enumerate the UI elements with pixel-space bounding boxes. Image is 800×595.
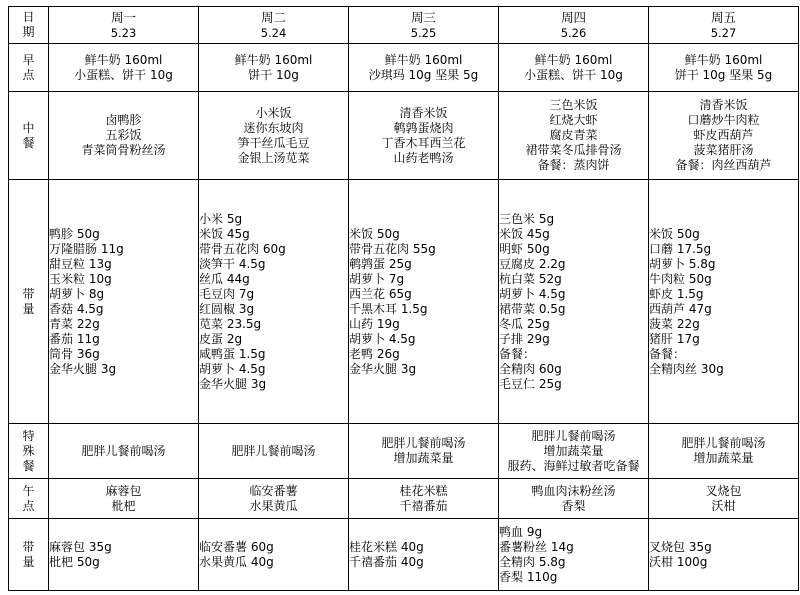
row-label-snack: 午 点: [9, 479, 49, 519]
row-date: [9, 7, 799, 44]
cell-line: 沃柑 100g: [649, 554, 708, 569]
row-snack: [9, 479, 799, 519]
special-cell: [349, 424, 499, 479]
cell-line: 香梨 110g: [499, 569, 558, 584]
cell-line: 带骨五花肉 55g: [349, 241, 436, 256]
day-header: 周一 5.23: [49, 7, 199, 44]
cell-line: 牛肉粒 50g: [649, 271, 712, 286]
cell-line: 口蘑 17.5g: [649, 241, 712, 256]
cell-line: 杭白菜 52g: [499, 271, 562, 286]
cell-line: 桂花米糕 40g: [349, 539, 424, 554]
cell-line: 番薯粉丝 14g: [499, 539, 574, 554]
cell-line: 胡萝卜 5.8g: [649, 256, 716, 271]
snack-cell: [199, 479, 349, 519]
cell-line: 肥胖儿餐前喝汤: [531, 428, 616, 443]
lunch-cell: [499, 92, 649, 180]
cell-line: 菠菜猪肝汤: [693, 143, 754, 157]
cell-line: 肥胖儿餐前喝汤: [681, 436, 766, 450]
special-cell: [499, 424, 649, 479]
cell-line: 明虾 50g: [499, 241, 550, 256]
cell-line: 青菜 22g: [49, 316, 100, 331]
cell-line: 豆腐皮 2.2g: [499, 256, 566, 271]
lunch-quantity-cell: [649, 180, 799, 424]
cell-line: 鸭胗 50g: [49, 226, 100, 241]
row-snack-quantity: [9, 519, 799, 591]
cell-line: 红圆椒 3g: [199, 301, 255, 316]
cell-line: 丝瓜 44g: [199, 271, 250, 286]
cell-line: 腐皮青菜: [549, 128, 598, 142]
cell-line: 口蘑炒牛肉粒: [687, 113, 760, 127]
snack-cell: [49, 479, 199, 519]
row-label-breakfast: 早 点: [9, 44, 49, 92]
cell-line: 麻蓉包 35g: [49, 539, 112, 554]
day-header: 周四 5.26: [499, 7, 649, 44]
cell-line: 苋菜 23.5g: [199, 316, 262, 331]
cell-line: 虾皮西葫芦: [693, 128, 754, 142]
cell-line: 香菇 4.5g: [49, 301, 104, 316]
row-label-lunch-quantity: 带 量: [9, 180, 49, 424]
lunch-quantity-cell: [199, 180, 349, 424]
snack-quantity-cell: [649, 519, 799, 591]
special-cell: [199, 424, 349, 479]
cell-line: 肥胖儿餐前喝汤: [81, 443, 166, 458]
cell-line: 千禧番茄: [399, 498, 448, 513]
cell-line: 备餐：肉丝西葫芦: [675, 158, 772, 172]
cell-line: 清香米饭: [699, 98, 748, 112]
cell-line: 笋干丝瓜毛豆: [237, 135, 310, 150]
cell-line: 金华火腿 3g: [199, 376, 267, 391]
weekly-menu-table: [8, 6, 799, 591]
snack-cell: [349, 479, 499, 519]
cell-line: 饼干 10g: [248, 67, 299, 82]
snack-cell: [649, 479, 799, 519]
cell-line: 米饭 50g: [649, 226, 700, 241]
breakfast-cell: [199, 44, 349, 92]
cell-line: 淡笋干 4.5g: [199, 256, 266, 271]
row-label-snack-quantity: 带 量: [9, 519, 49, 591]
cell-line: 金银上汤苋菜: [237, 150, 310, 165]
cell-line: 鸭血肉沫粉丝汤: [531, 483, 616, 498]
cell-line: 万隆腊肠 11g: [49, 241, 124, 256]
cell-line: 甜豆粒 13g: [49, 256, 112, 271]
cell-line: 鲜牛奶 160ml: [234, 52, 313, 67]
cell-line: 桂花米糕: [399, 483, 448, 498]
cell-line: 鲜牛奶 160ml: [684, 52, 763, 67]
cell-line: 鲜牛奶 160ml: [84, 52, 163, 67]
cell-line: 小米饭: [255, 105, 292, 120]
cell-line: 虾皮 1.5g: [649, 286, 704, 301]
cell-line: 清香米饭: [399, 105, 448, 120]
lunch-quantity-cell: [349, 180, 499, 424]
row-label-lunch: 中 餐: [9, 92, 49, 180]
snack-cell: [499, 479, 649, 519]
snack-quantity-cell: [499, 519, 649, 591]
cell-line: 西兰花 65g: [349, 286, 412, 301]
cell-line: 筒骨 36g: [49, 346, 100, 361]
cell-line: 皮蛋 2g: [199, 331, 243, 346]
cell-line: 水果黄瓜: [249, 498, 298, 513]
cell-line: 山药 19g: [349, 316, 400, 331]
lunch-quantity-cell: [49, 180, 199, 424]
special-cell: [49, 424, 199, 479]
cell-line: 米饭 45g: [499, 226, 550, 241]
cell-line: 西葫芦 47g: [649, 301, 712, 316]
cell-line: 沃柑: [711, 498, 736, 513]
cell-line: 米饭 45g: [199, 226, 250, 241]
cell-line: 小米 5g: [199, 211, 243, 226]
cell-line: 枇杷 50g: [49, 554, 100, 569]
cell-line: 临安番薯: [249, 483, 298, 498]
cell-line: 裙带菜 0.5g: [499, 301, 566, 316]
day-header: 周三 5.25: [349, 7, 499, 44]
breakfast-cell: [49, 44, 199, 92]
cell-line: 迷你东坡肉: [243, 120, 304, 135]
cell-line: 胡萝卜 4.5g: [499, 286, 566, 301]
cell-line: 叉烧包: [705, 483, 742, 498]
row-lunch: [9, 92, 799, 180]
cell-line: 水果黄瓜 40g: [199, 554, 274, 569]
cell-line: 三色米 5g: [499, 211, 555, 226]
cell-line: 肥胖儿餐前喝汤: [231, 443, 316, 458]
cell-line: 增加蔬菜量: [393, 451, 454, 465]
cell-line: 金华火腿 3g: [49, 361, 117, 376]
cell-line: 毛豆仁 25g: [499, 376, 562, 391]
cell-line: 菠菜 22g: [649, 316, 700, 331]
cell-line: 毛豆肉 7g: [199, 286, 255, 301]
cell-line: 增加蔬菜量: [543, 443, 604, 458]
breakfast-cell: [649, 44, 799, 92]
snack-quantity-cell: [349, 519, 499, 591]
cell-line: 饼干 10g 坚果 5g: [674, 67, 773, 82]
cell-line: 备餐：: [499, 346, 536, 361]
cell-line: 带骨五花肉 60g: [199, 241, 286, 256]
special-cell: [649, 424, 799, 479]
cell-line: 全精肉丝 30g: [649, 361, 724, 376]
cell-line: 卤鸭胗: [105, 113, 142, 127]
row-breakfast: [9, 44, 799, 92]
cell-line: 沙琪玛 10g 坚果 5g: [368, 67, 479, 82]
row-special-meal: [9, 424, 799, 479]
cell-line: 千黑木耳 1.5g: [349, 301, 428, 316]
cell-line: 小蛋糕、饼干 10g: [524, 67, 623, 82]
lunch-cell: [349, 92, 499, 180]
cell-line: 裙带菜冬瓜排骨汤: [525, 143, 622, 157]
cell-line: 备餐：蒸肉饼: [537, 158, 610, 172]
cell-line: 青菜筒骨粉丝汤: [81, 143, 166, 157]
breakfast-cell: [349, 44, 499, 92]
cell-line: 千禧番茄 40g: [349, 554, 424, 569]
lunch-quantity-cell: [499, 180, 649, 424]
cell-line: 肥胖儿餐前喝汤: [381, 436, 466, 450]
cell-line: 三色米饭: [549, 98, 598, 112]
row-label-special: 特 殊 餐: [9, 424, 49, 479]
cell-line: 麻蓉包: [105, 483, 142, 498]
cell-line: 叉烧包 35g: [649, 539, 712, 554]
cell-line: 山药老鸭汤: [393, 150, 454, 165]
cell-line: 全精肉 60g: [499, 361, 562, 376]
cell-line: 丁香木耳西兰花: [381, 135, 466, 150]
day-header: 周二 5.24: [199, 7, 349, 44]
cell-line: 胡萝卜 4.5g: [349, 331, 416, 346]
cell-line: 胡萝卜 4.5g: [199, 361, 266, 376]
cell-line: 服药、海鲜过敏者吃备餐: [507, 458, 640, 473]
cell-line: 鸭血 9g: [499, 524, 543, 539]
cell-line: 米饭 50g: [349, 226, 400, 241]
cell-line: 咸鸭蛋 1.5g: [199, 346, 266, 361]
cell-line: 鲜牛奶 160ml: [384, 52, 463, 67]
cell-line: 小蛋糕、饼干 10g: [74, 67, 173, 82]
cell-line: 五彩饭: [105, 128, 142, 142]
lunch-cell: [199, 92, 349, 180]
cell-line: 备餐：: [649, 346, 686, 361]
snack-quantity-cell: [199, 519, 349, 591]
cell-line: 玉米粒 10g: [49, 271, 112, 286]
cell-line: 全精肉 5.8g: [499, 554, 566, 569]
cell-line: 鹌鹑蛋 25g: [349, 256, 412, 271]
cell-line: 鹌鹑蛋烧肉: [393, 120, 454, 135]
lunch-cell: [49, 92, 199, 180]
row-label-date: 日 期: [9, 7, 49, 44]
breakfast-cell: [499, 44, 649, 92]
row-lunch-quantity: [9, 180, 799, 424]
cell-line: 猪肝 17g: [649, 331, 700, 346]
cell-line: 香梨: [561, 498, 586, 513]
cell-line: 鲜牛奶 160ml: [534, 52, 613, 67]
cell-line: 枇杷: [111, 498, 136, 513]
cell-line: 子排 29g: [499, 331, 550, 346]
cell-line: 临安番薯 60g: [199, 539, 274, 554]
cell-line: 胡萝卜 8g: [49, 286, 105, 301]
cell-line: 金华火腿 3g: [349, 361, 417, 376]
cell-line: 冬瓜 25g: [499, 316, 550, 331]
cell-line: 增加蔬菜量: [693, 451, 754, 465]
lunch-cell: [649, 92, 799, 180]
day-header: 周五 5.27: [649, 7, 799, 44]
cell-line: 胡萝卜 7g: [349, 271, 405, 286]
cell-line: 红烧大虾: [549, 113, 598, 127]
cell-line: 番茄 11g: [49, 331, 100, 346]
cell-line: 老鸭 26g: [349, 346, 400, 361]
snack-quantity-cell: [49, 519, 199, 591]
